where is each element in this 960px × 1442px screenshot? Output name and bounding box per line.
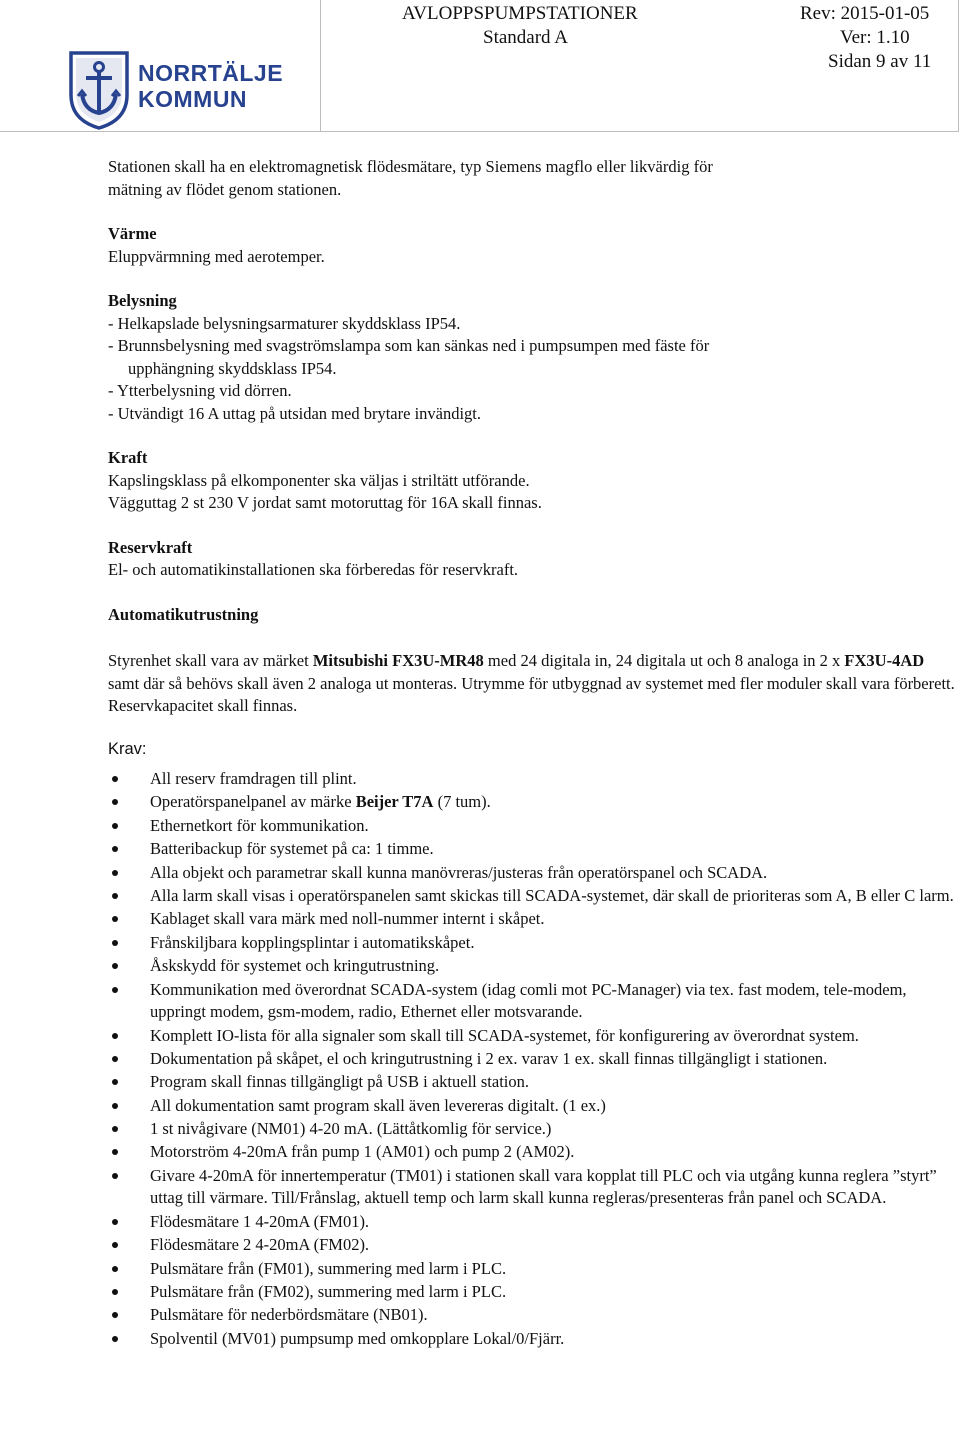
automatik-text-2: med 24 digitala in, 24 digitala ut och 8 analoga in 2 x	[483, 651, 845, 670]
standard-label: Standard A	[483, 27, 568, 48]
version-label: Ver: 1.10	[840, 27, 910, 48]
document-title: AVLOPPSPUMPSTATIONER	[402, 3, 638, 24]
intro-line-2: mätning av flödet genom stationen.	[108, 179, 342, 199]
list-item: Flödesmätare 1 4-20mA (FM01).	[108, 1211, 958, 1234]
belysning-item-4: - Utvändigt 16 A uttag på utsidan med brytare invändigt.	[108, 403, 482, 423]
belysning-item-1: - Helkapslade belysningsarmaturer skyddsklass IP54.	[108, 313, 461, 333]
heading-krav: Krav:	[108, 739, 147, 758]
page-number: Sidan 9 av 11	[828, 51, 932, 72]
list-item: Kablaget skall vara märk med noll-nummer internt i skåpet.	[108, 908, 958, 931]
list-item: Batteribackup för systemet på ca: 1 timme.	[108, 838, 958, 861]
reserve-capacity: Reservkapacitet skall finnas.	[108, 696, 298, 715]
belysning-item-3: - Ytterbelysning vid dörren.	[108, 381, 292, 400]
automatik-text-3: samt där så behövs skall även 2 analoga ut monteras. Utrymme för utbyggnad av systemet med fler moduler skall vara förberett.	[108, 673, 955, 693]
list-item: 1 st nivågivare (NM01) 4-20 mA. (Lättåtkomlig för service.)	[108, 1118, 958, 1141]
page-header	[0, 0, 959, 132]
logo-text-line1: NORRTÄLJE	[138, 60, 284, 86]
list-item-text: Operatörspanelpanel av märke	[150, 792, 356, 812]
kraft-line-1: Kapslingsklass på elkomponenter ska väljas i striltätt utförande.	[108, 470, 530, 490]
list-item: Frånskiljbara kopplingsplintar i automatikskåpet.	[108, 932, 958, 955]
list-item: All reserv framdragen till plint.	[108, 768, 958, 791]
list-item: All dokumentation samt program skall även levereras digitalt. (1 ex.)	[108, 1095, 958, 1118]
varme-text: Eluppvärmning med aerotemper.	[108, 246, 325, 266]
automatik-text-1: Styrenhet skall vara av märket	[108, 651, 313, 670]
list-item: Spolventil (MV01) pumpsump med omkopplare Lokal/0/Fjärr.	[108, 1328, 958, 1351]
anchor-shield-icon	[68, 50, 130, 130]
plc-model: Mitsubishi FX3U-MR48	[312, 651, 484, 670]
list-item: Pulsmätare från (FM01), summering med larm i PLC.	[108, 1258, 958, 1281]
list-item: Kommunikation med överordnat SCADA-system (idag comli mot PC-Manager) via tex. fast modem, tele-modem, uppringt modem, gsm-modem, radio, Ethernet eller motsvarande.	[108, 979, 958, 1024]
list-item: Givare 4-20mA för innertemperatur (TM01) i stationen skall vara kopplat till PLC och via utgång kunna reglera ”styrt” uttag till värmare. Till/Frånslag, aktuell temp och larm skall kunna regleras/presenteras från panel och SCADA.	[108, 1165, 958, 1210]
belysning-item-2: - Brunnsbelysning med svagströmslampa som kan sänkas ned i pumpsumpen med fäste för	[108, 336, 710, 355]
analog-module: FX3U-4AD	[844, 651, 925, 670]
kraft-line-2: Vägguttag 2 st 230 V jordat samt motoruttag för 16A skall finnas.	[108, 493, 542, 512]
list-item: Pulsmätare för nederbördsmätare (NB01).	[108, 1304, 958, 1327]
belysning-item-2-cont: upphängning skyddsklass IP54.	[128, 358, 337, 378]
automatik-paragraph	[108, 650, 958, 695]
logo-cell	[0, 0, 321, 131]
reservkraft-line-1: El- och automatikinstallationen ska förberedas för reservkraft.	[108, 560, 519, 579]
requirements-list	[108, 768, 958, 1350]
list-item: Åskskydd för systemet och kringutrustning.	[108, 955, 958, 978]
panel-model: Beijer T7A	[355, 792, 434, 812]
intro-line-1: Stationen skall ha en elektromagnetisk flödesmätare, typ Siemens magflo eller likvärdig för	[108, 157, 713, 176]
logo-text-line2: KOMMUN	[138, 86, 248, 112]
list-item: Alla larm skall visas i operatörspanelen samt skickas till SCADA-systemet, där skall de prioriteras som A, B eller C larm.	[108, 885, 958, 908]
list-item: Motorström 4-20mA från pump 1 (AM01) och pump 2 (AM02).	[108, 1141, 958, 1164]
list-item: Ethernetkort för kommunikation.	[108, 815, 958, 838]
list-item: Komplett IO-lista för alla signaler som skall till SCADA-systemet, för konfigurering av överordnat system.	[108, 1025, 958, 1048]
heading-kraft: Kraft	[108, 448, 148, 467]
list-item: Pulsmätare från (FM02), summering med larm i PLC.	[108, 1281, 958, 1304]
list-item: Dokumentation på skåpet, el och kringutrustning i 2 ex. varav 1 ex. skall finnas tillgängligt i stationen.	[108, 1048, 958, 1071]
heading-reservkraft: Reservkraft	[108, 537, 193, 557]
list-item-text: (7 tum).	[433, 792, 491, 812]
document-body	[108, 156, 958, 1351]
list-item: Alla objekt och parametrar skall kunna manövreras/justeras från operatörspanel och SCADA.	[108, 862, 958, 885]
list-item: Program skall finnas tillgängligt på USB i aktuell station.	[108, 1071, 958, 1094]
list-item: Flödesmätare 2 4-20mA (FM02).	[108, 1234, 958, 1257]
list-item	[108, 791, 958, 814]
revision-date: Rev: 2015-01-05	[800, 3, 930, 24]
heading-varme: Värme	[108, 224, 157, 243]
heading-belysning: Belysning	[108, 291, 177, 310]
heading-automatik: Automatikutrustning	[108, 604, 259, 624]
